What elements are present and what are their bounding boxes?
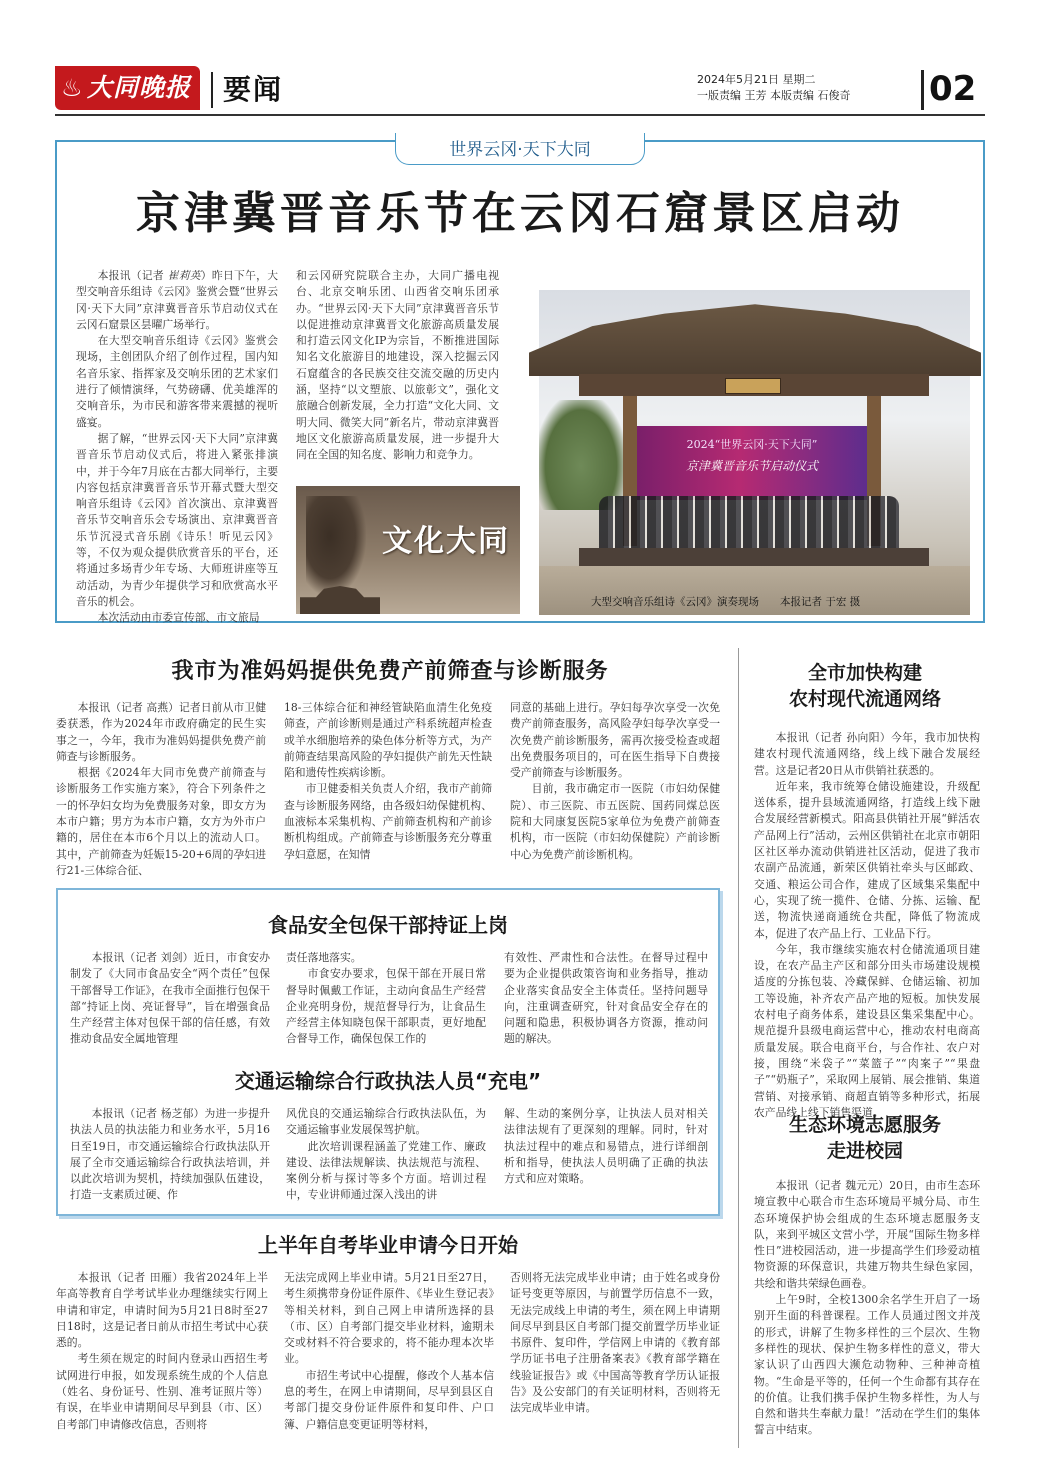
- a4-para: 本报讯（记者 杨芝郁）为进一步提升执法人员的执法能力和业务水平，5月16日至19日，市交通运输综合行政执法队开展了全市交通运输综合行政执法培训，并以此次培训为契机，持续加强队伍建设，打造一支素质过硬、作: [70, 1107, 270, 1202]
- masthead: [55, 66, 985, 112]
- stage-banner-line1: 2024“世界云冈·天下大同”: [686, 438, 818, 451]
- a5-headline: 上半年自考毕业申请今日开始: [258, 1233, 518, 1257]
- a4-col-2: [286, 1106, 486, 1206]
- a2-para: 同意的基础上进行。孕妇每孕次享受一次免费产前筛查服务，高风险孕妇每孕次享受一次免费产前诊断服务，需再次接受检查或超出免费服务项目的，可在医生指导下自费接受产前筛查与诊断服务。: [510, 701, 720, 780]
- a5-para: 否则将无法完成毕业申请；由于姓名或身份证号变更等原因，与前置学历信息不一致，无法完成线上申请的考生，须在网上申请期间尽早到县区自考部门提交前置学历毕业证书原件、复印件，学信网上申请的《教育部学历证书电子注册备案表》《教育部学籍在线验证报告》或《中国高等教育学历认证报告》及公安部门的有关证明材料，否则将无法完成毕业申请。: [510, 1271, 720, 1415]
- masthead-rule: [55, 114, 985, 116]
- a5-col-2: [284, 1270, 494, 1448]
- top-col2-para: 和云冈研究院联合主办，大同广播电视台、北京交响乐团、山西省交响乐团承办。“世界云冈·天下大同”京津冀晋音乐节以促进推动京津冀晋文化旅游高质量发展和打造云冈文化IP为宗旨，不断推进国际知名文化旅游目的地建设，深入挖掘云冈石窟蕴含的各民族交往交流交融的历史内涵，坚持“以文塑旅、以旅彰文”，强化文旅融合创新发展，全力打造“文化大同、文明大同、微笑大同”新名片，带动京津冀晋地区文化旅游高质量发展，进一步提升大同在全国的知名度、影响力和竞争力。: [296, 269, 499, 462]
- a3-col-2: [286, 950, 486, 1050]
- a6-para: 本报讯（记者 孙向阳）今年，我市加快构建农村现代流通网络，线上线下融合发展经营。这是记者20日从市供销社获悉的。: [754, 731, 980, 777]
- a6-para: 今年，我市继续实施农村仓储流通项目建设，在农产品主产区和部分田头市场建设规模适度的分拣包装、冷藏保鲜、仓储运输、初加工等设施，补齐农产品产地的短板。加快发展农村电子商务体系，建设县区集采集配中心。规范提升县级电商运营中心，推动农村电商高质量发展。联合电商平台，与合作社、农户对接，围绕“米袋子”“菜篮子”“肉案子”“果盘子”“奶瓶子”，采取网上展销、展会推销、集道营销、对接承销、商超直销等多种形式，拓展农产品线上线下销售渠道。: [754, 942, 980, 1119]
- a4-headline: 交通运输综合行政执法人员“充电”: [234, 1069, 542, 1093]
- top-col1-para: 据了解，“世界云冈·天下大同”京津冀晋音乐节启动仪式后，将进入紧张排演中，并于今年7月底在古都大同举行，主要内容包括京津冀晋音乐节开幕式暨大型交响音乐组诗《云冈》首次演出、京津冀晋音乐节交响音乐会专场演出、京津冀晋音乐节沉浸式音乐剧《诗乐！听见云冈》等，不仅为观众提供欣赏音乐的平台，还将通过多场青少年专场、大师班讲座等互动活动，为青少年提供学习和欣赏高水平音乐的机会。: [76, 431, 278, 608]
- a2-para: 本报讯（记者 高燕）记者日前从市卫健委获悉，作为2024年市政府确定的民生实事之一，今年，我市为准妈妈提供免费产前筛查与诊断服务。: [56, 701, 266, 763]
- a2-col-2: [284, 700, 492, 872]
- a2-para: 市卫健委相关负责人介绍，我市产前筛查与诊断服务网络，由各级妇幼保健机构、血液标本采集机构、产前筛查机构和产前诊断机构组成。产前筛查与诊断服务充分尊重孕妇意愿，在知情: [284, 782, 492, 861]
- a4-col-3: [504, 1106, 708, 1206]
- a7-headline-line1: 生态环境志愿服务: [788, 1114, 941, 1136]
- top-col-2: [296, 268, 499, 480]
- a7-body: [754, 1178, 980, 1448]
- a7-para: 上午9时，全校1300余名学生开启了一场别开生面的科普课程。工作人员通过图文并茂的形式，讲解了生物多样性的三个层次、生物多样性的现状、保护生物多样性的意义，带大家认识了山西四大濒危动物种、三种神奇植物。“生命是平等的，任何一个生命都有其存在的价值。让我们携手保护生物多样性，为人与自然和谐共生奉献力量！”活动在学生们的集体誓言中结束。: [754, 1293, 980, 1437]
- a3-col-3: [504, 950, 708, 1050]
- trees-left: [539, 400, 623, 510]
- photo-caption: 大型交响音乐组诗《云冈》演奏现场 本报记者 于宏 摄: [591, 596, 861, 608]
- a6-body: [754, 730, 980, 1119]
- a7-headline: [750, 1112, 980, 1164]
- a7-headline-line2: 走进校园: [826, 1140, 903, 1162]
- statue-silhouette: [306, 496, 366, 596]
- kicker-text: 世界云冈·天下大同: [449, 140, 591, 160]
- a3-headline: 食品安全包保干部持证上岗: [268, 913, 508, 937]
- a2-para: 根据《2024年大同市免费产前筛查与诊断服务工作实施方案》，符合下列条件之一的怀孕妇女均为免费服务对象，即女方为本市户籍；男方为本市户籍，女方为外市户籍的，居住在本市6个月以上的流动人口。其中，产前筛查为妊娠15-20+6周的孕妇进行21-三体综合征、: [56, 766, 266, 877]
- orchestra-players: [599, 496, 899, 552]
- a2-para: 18-三体综合征和神经管缺陷血清生化免疫筛查，产前诊断则是通过产科系统超声检查或羊水细胞培养的染色体分析等方式，为产前筛查结果高风险的孕妇提供产前先天性缺陷和遗传性疾病诊断。: [284, 701, 492, 780]
- top-col1-para: 本报讯（记者 崔莉英）昨日下午，大型交响音乐组诗《云冈》鉴赏会暨“世界云冈·天下大同”京津冀晋音乐节启动仪式在云冈石窟景区昙曜广场举行。: [76, 269, 279, 331]
- a5-col-1: [56, 1270, 268, 1448]
- pavilion-roof: [529, 298, 981, 376]
- a4-para: 此次培训课程涵盖了党建工作、廉政建设、法律法规解读、执法规范与流程、案例分析与探讨等多个方面。培训过程中，专业讲师通过深入浅出的讲: [286, 1139, 486, 1202]
- top-headline: 京津冀晋音乐节在云冈石窟景区启动: [136, 188, 904, 239]
- a2-col-1: [56, 700, 266, 877]
- a2-headline: 我市为准妈妈提供免费产前筛查与诊断服务: [171, 659, 609, 684]
- a6-headline-line1: 全市加快构建: [807, 662, 922, 684]
- a5-para: 本报讯（记者 田雁）我省2024年上半年高等教育自学考试毕业办理继续实行网上申请和审定，申请时间为5月21日8时至27日18时，这是记者日前从市招生考试中心获悉的。: [56, 1271, 268, 1350]
- a3-para: 本报讯（记者 刘剑）近日，市食安办制发了《大同市食品安全“两个责任”包保干部督导工作证》，在我市全面推行包保干部“持证上岗、亮证督导”，旨在增强食品生产经营主体对包保干部的信任感，有效推动食品安全属地管理: [70, 951, 270, 1046]
- masthead-divider: [211, 72, 213, 108]
- a4-para: 解、生动的案例分享，让执法人员对相关法律法规有了更深刻的理解。同时，针对执法过程中的难点和易错点，进行详细剖析和指导，使执法人员明确了正确的执法方式和应对策略。: [504, 1107, 708, 1186]
- editors-line: 一版责编 王芳 本版责编 石俊奇: [697, 89, 851, 102]
- a6-para: 近年来，我市统筹仓储设施建设，升级配送体系，提升县域流通网络，打造线上线下融合发展经营新模式。阳高县供销社开展“鲜活农产品网上行”活动，云州区供销社在北京市朝阳区社区举办流动供销进社区活动，促进了我市农副产品流通，新荣区供销社牵头与区邮政、交通、粮运公司合作，建成了区域集采集配中心，实现了统一揽件、仓储、分拣、运输、配送，物流快递商通统仓共配，降低了物流成本，促进了农产品上行、工业品下行。: [754, 779, 980, 940]
- concert-photo: [539, 290, 970, 615]
- a3-col-1: [70, 950, 270, 1050]
- pavilion-plaque: [725, 378, 781, 394]
- logo-flame-icon: ♨: [61, 74, 83, 102]
- a5-para: 考生须在规定的时间内登录山西招生考试网进行申报，如发现系统生成的个人信息（姓名、身份证号、性别、准考证照片等）有误，在毕业申请期间尽早到县（市、区）自考部门申请修改信息，否则将: [56, 1352, 268, 1431]
- a3-para: 有效性、严肃性和合法性。在督导过程中要为企业提供政策咨询和业务指导，推动企业落实食品安全主体责任。坚持问题导向，注重调查研究，针对食品安全存在的问题和隐患，积极协调各方资源，推动问题的解决。: [504, 951, 708, 1046]
- section-name: 要闻: [223, 73, 284, 106]
- a5-col-3: [510, 1270, 720, 1448]
- culture-badge-image: [296, 486, 520, 614]
- stage-banner-line2: 京津冀晋音乐节启动仪式: [685, 459, 818, 473]
- right-column-divider: [738, 648, 739, 1448]
- a6-headline-line2: 农村现代流通网络: [788, 688, 941, 710]
- top-reporter: 崔莉英: [167, 269, 201, 282]
- logo-text: 大同晚报: [87, 73, 192, 102]
- a7-para: 本报讯（记者 魏元元）20日，由市生态环境宣教中心联合市生态环境局平城分局、市生态环境保护协会组成的生态环境志愿服务支队，来到平城区文营小学，开展“国际生物多样性日”进校园活动，进一步提高学生们珍爱动植物资源的环保意识，共建万物共生绿色家园，共绘和谐共荣绿色画卷。: [754, 1179, 980, 1290]
- a4-col-1: [70, 1106, 270, 1206]
- a5-para: 无法完成网上毕业申请。5月21日至27日，考生须携带身份证件原件、《毕业生登记表》等相关材料，到自己网上申请所选择的县（市、区）自考部门提交毕业材料，逾期未交或材料不符合要求的，将不能办理本次毕业。: [284, 1271, 494, 1366]
- top-col-1: [76, 268, 279, 625]
- stage-floor: [579, 548, 929, 566]
- a2-col-3: [510, 700, 720, 872]
- kicker-tab: [395, 133, 645, 165]
- page-number: 02: [929, 69, 977, 109]
- page-divider: [921, 70, 924, 110]
- a5-para: 市招生考试中心提醒，修改个人基本信息的考生，在网上申请期间，尽早到县区自考部门提交身份证件原件和复印件、户口簿、户籍信息变更证明等材料，: [284, 1368, 494, 1431]
- a3-para: 市食安办要求，包保干部在开展日常督导时佩戴工作证，主动向食品生产经营企业亮明身份，规范督导行为，让食品生产经营主体知晓包保干部职责，更好地配合督导工作，确保包保工作的: [286, 967, 486, 1046]
- a6-headline: [750, 660, 980, 712]
- a3-para: 责任落地落实。: [286, 951, 362, 964]
- a2-para: 目前，我市确定市一医院（市妇幼保健院）、市三医院、市五医院、国药同煤总医院和大同康复医院5家单位为免费产前筛查机构，市一医院（市妇幼保健院）产前诊断中心为免费产前诊断机构。: [510, 782, 720, 861]
- top-col1-para: 本次活动由市委宣传部、市文旅局: [97, 611, 260, 625]
- masthead-logo: [55, 66, 200, 110]
- issue-date: 2024年5月21日 星期二: [697, 73, 816, 86]
- stage-backdrop: [637, 426, 867, 500]
- culture-badge-text: 文化大同: [382, 524, 510, 559]
- a4-para: 风优良的交通运输综合行政执法队伍，为交通运输事业发展保驾护航。: [286, 1107, 486, 1137]
- top-col1-para: 在大型交响音乐组诗《云冈》鉴赏会现场，主创团队介绍了创作过程，国内知名音乐家、指挥家及交响乐团的艺术家们进行了倾情演绎，气势磅礴、优美雄浑的交响音乐，为市民和游客带来震撼的视听盛宴。: [76, 334, 278, 429]
